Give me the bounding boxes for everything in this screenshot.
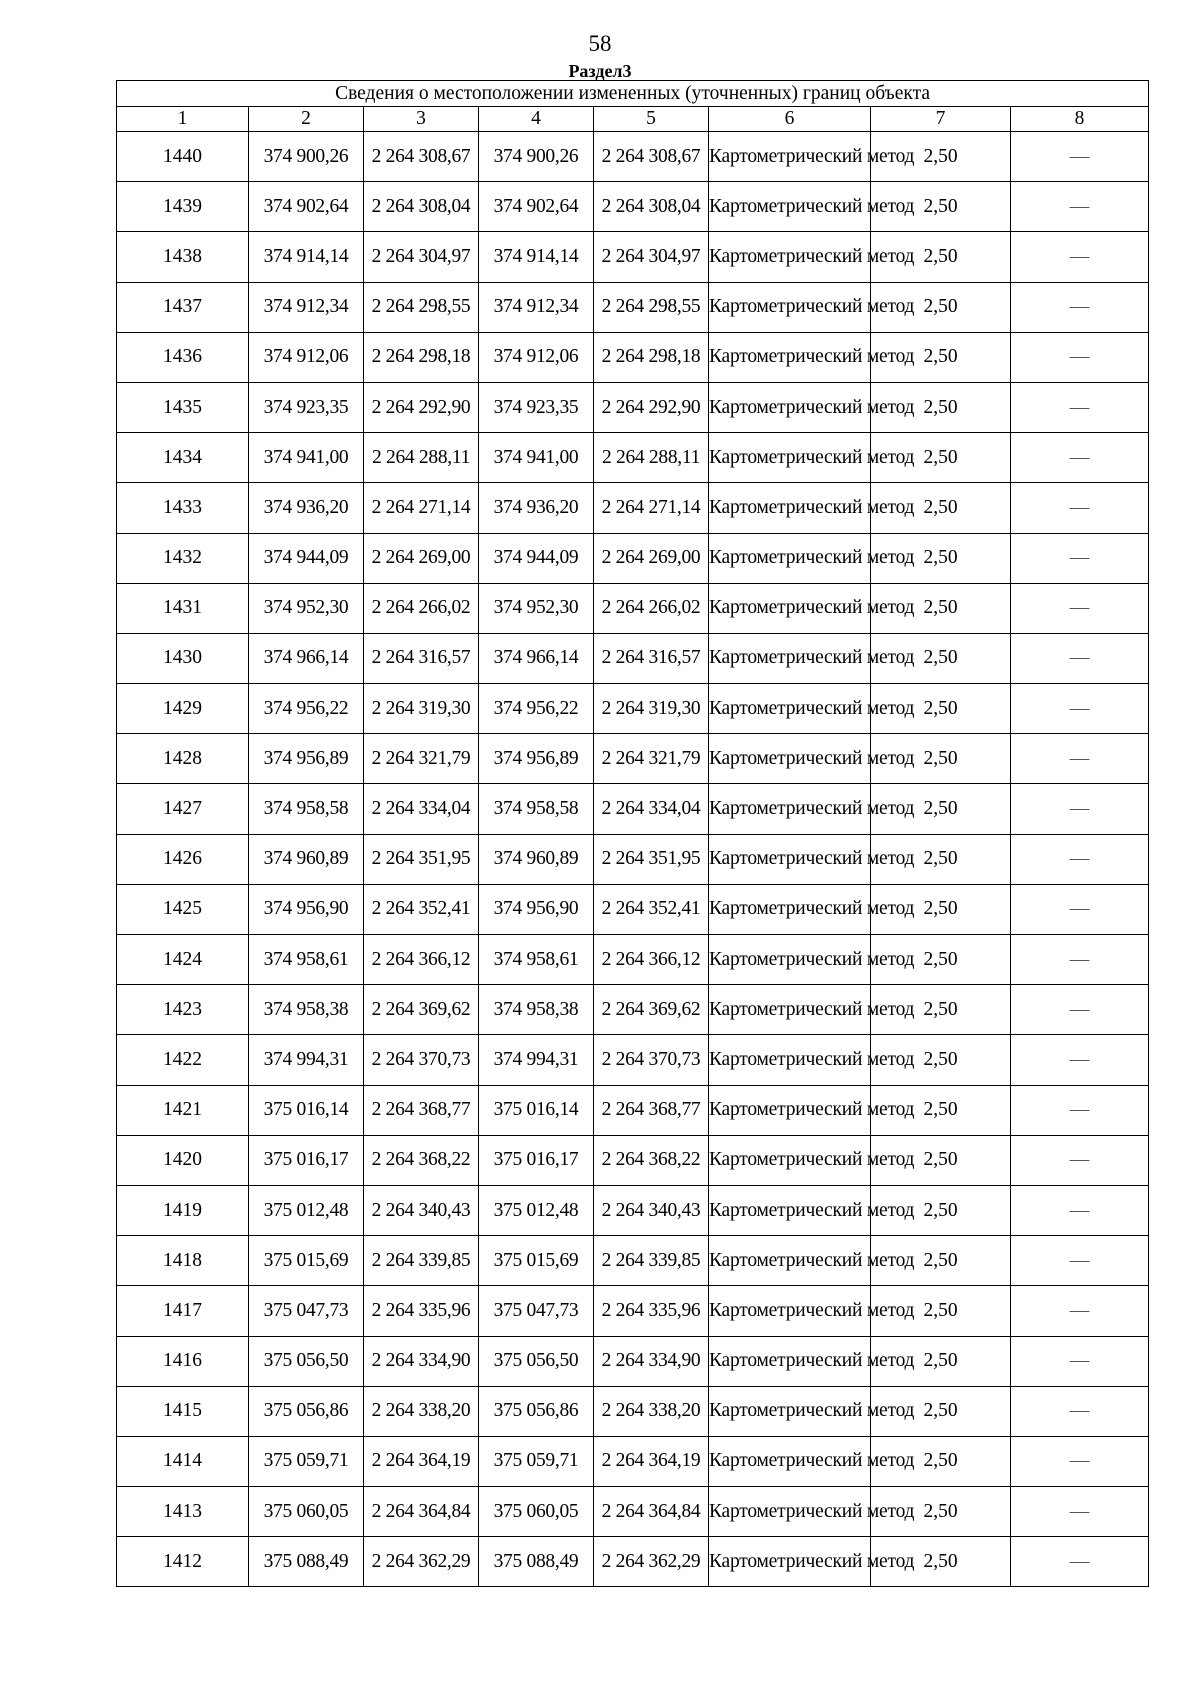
x-refined-cell: 374 960,89: [479, 834, 594, 884]
column-number-row: [117, 107, 1149, 132]
note-cell: —: [1011, 633, 1149, 683]
table-row: [117, 734, 1149, 784]
note-cell: —: [1011, 1386, 1149, 1436]
x-refined-cell: 374 952,30: [479, 583, 594, 633]
note-cell: —: [1011, 182, 1149, 232]
accuracy-cell: 2,50: [871, 1386, 1011, 1436]
note-cell: —: [1011, 282, 1149, 332]
point-number-cell: 1414: [117, 1436, 249, 1486]
method-cell: Картометрический метод: [709, 182, 871, 232]
table-row: [117, 483, 1149, 533]
method-cell: Картометрический метод: [709, 985, 871, 1035]
method-cell: Картометрический метод: [709, 734, 871, 784]
x-refined-cell: 374 958,58: [479, 784, 594, 834]
y-refined-cell: 2 264 338,20: [594, 1386, 709, 1436]
section-title: Раздел3: [568, 61, 632, 81]
point-number-cell: 1434: [117, 433, 249, 483]
method-cell: Картометрический метод: [709, 1236, 871, 1286]
method-cell: Картометрический метод: [709, 884, 871, 934]
accuracy-cell: 2,50: [871, 382, 1011, 432]
y-existing-cell: 2 264 298,18: [364, 332, 479, 382]
point-number-cell: 1423: [117, 985, 249, 1035]
x-existing-cell: 374 944,09: [249, 533, 364, 583]
x-refined-cell: 374 956,22: [479, 684, 594, 734]
y-existing-cell: 2 264 335,96: [364, 1286, 479, 1336]
y-existing-cell: 2 264 364,19: [364, 1436, 479, 1486]
column-number-7: 7: [871, 107, 1011, 132]
y-existing-cell: 2 264 321,79: [364, 734, 479, 784]
column-number-1: 1: [117, 107, 249, 132]
accuracy-cell: 2,50: [871, 935, 1011, 985]
note-cell: —: [1011, 884, 1149, 934]
column-number-4: 4: [479, 107, 594, 132]
method-cell: Картометрический метод: [709, 684, 871, 734]
x-existing-cell: 374 994,31: [249, 1035, 364, 1085]
point-number-cell: 1431: [117, 583, 249, 633]
point-number-cell: 1437: [117, 282, 249, 332]
y-existing-cell: 2 264 351,95: [364, 834, 479, 884]
accuracy-cell: 2,50: [871, 132, 1011, 182]
y-refined-cell: 2 264 308,67: [594, 132, 709, 182]
x-existing-cell: 375 060,05: [249, 1487, 364, 1537]
note-cell: —: [1011, 332, 1149, 382]
table-row: [117, 1085, 1149, 1135]
x-existing-cell: 374 960,89: [249, 834, 364, 884]
point-number-cell: 1424: [117, 935, 249, 985]
boundary-coordinates-table: [116, 80, 1149, 1587]
x-existing-cell: 374 941,00: [249, 433, 364, 483]
x-refined-cell: 374 912,34: [479, 282, 594, 332]
point-number-cell: 1439: [117, 182, 249, 232]
x-existing-cell: 374 958,38: [249, 985, 364, 1035]
x-existing-cell: 374 956,89: [249, 734, 364, 784]
accuracy-cell: 2,50: [871, 533, 1011, 583]
method-cell: Картометрический метод: [709, 633, 871, 683]
note-cell: —: [1011, 1236, 1149, 1286]
y-existing-cell: 2 264 308,67: [364, 132, 479, 182]
table-row: [117, 232, 1149, 282]
method-cell: Картометрический метод: [709, 483, 871, 533]
x-refined-cell: 374 936,20: [479, 483, 594, 533]
accuracy-cell: 2,50: [871, 1135, 1011, 1185]
x-existing-cell: 375 016,17: [249, 1135, 364, 1185]
table-row: [117, 1487, 1149, 1537]
table-row: [117, 1135, 1149, 1185]
x-existing-cell: 375 047,73: [249, 1286, 364, 1336]
method-cell: Картометрический метод: [709, 834, 871, 884]
accuracy-cell: 2,50: [871, 1286, 1011, 1336]
method-cell: Картометрический метод: [709, 1436, 871, 1486]
x-refined-cell: 375 015,69: [479, 1236, 594, 1286]
table-row: [117, 1537, 1149, 1587]
table-body: [117, 132, 1149, 1587]
point-number-cell: 1412: [117, 1537, 249, 1587]
note-cell: —: [1011, 784, 1149, 834]
y-existing-cell: 2 264 352,41: [364, 884, 479, 934]
table-row: [117, 1436, 1149, 1486]
accuracy-cell: 2,50: [871, 633, 1011, 683]
table-title: Сведения о местоположении измененных (уточненных) границ объекта: [117, 81, 1149, 107]
table-row: [117, 1286, 1149, 1336]
note-cell: —: [1011, 935, 1149, 985]
table-row: [117, 834, 1149, 884]
x-refined-cell: 374 956,89: [479, 734, 594, 784]
method-cell: Картометрический метод: [709, 433, 871, 483]
point-number-cell: 1440: [117, 132, 249, 182]
point-number-cell: 1416: [117, 1336, 249, 1386]
y-existing-cell: 2 264 368,77: [364, 1085, 479, 1135]
accuracy-cell: 2,50: [871, 1085, 1011, 1135]
x-existing-cell: 374 956,22: [249, 684, 364, 734]
accuracy-cell: 2,50: [871, 1035, 1011, 1085]
method-cell: Картометрический метод: [709, 1085, 871, 1135]
y-existing-cell: 2 264 266,02: [364, 583, 479, 633]
accuracy-cell: 2,50: [871, 483, 1011, 533]
point-number-cell: 1422: [117, 1035, 249, 1085]
x-refined-cell: 375 059,71: [479, 1436, 594, 1486]
method-cell: Картометрический метод: [709, 1386, 871, 1436]
point-number-cell: 1419: [117, 1185, 249, 1235]
y-refined-cell: 2 264 340,43: [594, 1185, 709, 1235]
x-existing-cell: 374 912,34: [249, 282, 364, 332]
y-refined-cell: 2 264 298,18: [594, 332, 709, 382]
table-row: [117, 684, 1149, 734]
note-cell: —: [1011, 132, 1149, 182]
y-refined-cell: 2 264 308,04: [594, 182, 709, 232]
y-refined-cell: 2 264 321,79: [594, 734, 709, 784]
method-cell: Картометрический метод: [709, 232, 871, 282]
method-cell: Картометрический метод: [709, 332, 871, 382]
point-number-cell: 1430: [117, 633, 249, 683]
y-refined-cell: 2 264 352,41: [594, 884, 709, 934]
y-refined-cell: 2 264 351,95: [594, 834, 709, 884]
y-existing-cell: 2 264 292,90: [364, 382, 479, 432]
x-existing-cell: 374 958,58: [249, 784, 364, 834]
method-cell: Картометрический метод: [709, 1537, 871, 1587]
y-refined-cell: 2 264 339,85: [594, 1236, 709, 1286]
y-existing-cell: 2 264 316,57: [364, 633, 479, 683]
method-cell: Картометрический метод: [709, 1035, 871, 1085]
accuracy-cell: 2,50: [871, 332, 1011, 382]
y-existing-cell: 2 264 370,73: [364, 1035, 479, 1085]
x-existing-cell: 375 012,48: [249, 1185, 364, 1235]
x-existing-cell: 375 056,50: [249, 1336, 364, 1386]
y-existing-cell: 2 264 269,00: [364, 533, 479, 583]
x-refined-cell: 375 047,73: [479, 1286, 594, 1336]
method-cell: Картометрический метод: [709, 1336, 871, 1386]
table-row: [117, 784, 1149, 834]
table-row: [117, 332, 1149, 382]
accuracy-cell: 2,50: [871, 834, 1011, 884]
page-number: 58: [588, 31, 612, 56]
x-existing-cell: 375 056,86: [249, 1386, 364, 1436]
x-existing-cell: 374 912,06: [249, 332, 364, 382]
y-refined-cell: 2 264 368,77: [594, 1085, 709, 1135]
point-number-cell: 1420: [117, 1135, 249, 1185]
point-number-cell: 1413: [117, 1487, 249, 1537]
point-number-cell: 1421: [117, 1085, 249, 1135]
point-number-cell: 1427: [117, 784, 249, 834]
method-cell: Картометрический метод: [709, 784, 871, 834]
accuracy-cell: 2,50: [871, 1436, 1011, 1486]
method-cell: Картометрический метод: [709, 382, 871, 432]
y-refined-cell: 2 264 368,22: [594, 1135, 709, 1185]
x-existing-cell: 374 923,35: [249, 382, 364, 432]
y-refined-cell: 2 264 319,30: [594, 684, 709, 734]
point-number-cell: 1415: [117, 1386, 249, 1436]
point-number-cell: 1436: [117, 332, 249, 382]
x-refined-cell: 374 956,90: [479, 884, 594, 934]
x-existing-cell: 375 016,14: [249, 1085, 364, 1135]
table-row: [117, 132, 1149, 182]
table-row: [117, 633, 1149, 683]
x-existing-cell: 374 966,14: [249, 633, 364, 683]
note-cell: —: [1011, 1185, 1149, 1235]
method-cell: Картометрический метод: [709, 935, 871, 985]
y-refined-cell: 2 264 369,62: [594, 985, 709, 1035]
y-existing-cell: 2 264 298,55: [364, 282, 479, 332]
y-refined-cell: 2 264 334,04: [594, 784, 709, 834]
x-refined-cell: 375 016,17: [479, 1135, 594, 1185]
table-row: [117, 282, 1149, 332]
accuracy-cell: 2,50: [871, 1487, 1011, 1537]
table-row: [117, 985, 1149, 1035]
accuracy-cell: 2,50: [871, 684, 1011, 734]
y-existing-cell: 2 264 304,97: [364, 232, 479, 282]
note-cell: —: [1011, 834, 1149, 884]
y-existing-cell: 2 264 334,90: [364, 1336, 479, 1386]
x-refined-cell: 375 056,50: [479, 1336, 594, 1386]
point-number-cell: 1417: [117, 1286, 249, 1336]
point-number-cell: 1428: [117, 734, 249, 784]
table-row: [117, 533, 1149, 583]
column-number-5: 5: [594, 107, 709, 132]
note-cell: —: [1011, 1135, 1149, 1185]
y-refined-cell: 2 264 364,19: [594, 1436, 709, 1486]
accuracy-cell: 2,50: [871, 182, 1011, 232]
accuracy-cell: 2,50: [871, 985, 1011, 1035]
accuracy-cell: 2,50: [871, 282, 1011, 332]
table-row: [117, 1336, 1149, 1386]
note-cell: —: [1011, 1487, 1149, 1537]
x-existing-cell: 374 958,61: [249, 935, 364, 985]
y-existing-cell: 2 264 368,22: [364, 1135, 479, 1185]
column-number-8: 8: [1011, 107, 1149, 132]
y-refined-cell: 2 264 366,12: [594, 935, 709, 985]
y-refined-cell: 2 264 304,97: [594, 232, 709, 282]
x-refined-cell: 374 994,31: [479, 1035, 594, 1085]
point-number-cell: 1426: [117, 834, 249, 884]
accuracy-cell: 2,50: [871, 784, 1011, 834]
table-row: [117, 182, 1149, 232]
x-existing-cell: 375 059,71: [249, 1436, 364, 1486]
y-existing-cell: 2 264 308,04: [364, 182, 479, 232]
x-refined-cell: 375 088,49: [479, 1537, 594, 1587]
accuracy-cell: 2,50: [871, 232, 1011, 282]
x-existing-cell: 375 015,69: [249, 1236, 364, 1286]
x-refined-cell: 374 958,61: [479, 935, 594, 985]
y-existing-cell: 2 264 271,14: [364, 483, 479, 533]
y-refined-cell: 2 264 298,55: [594, 282, 709, 332]
point-number-cell: 1429: [117, 684, 249, 734]
method-cell: Картометрический метод: [709, 533, 871, 583]
y-existing-cell: 2 264 338,20: [364, 1386, 479, 1436]
note-cell: —: [1011, 985, 1149, 1035]
note-cell: —: [1011, 684, 1149, 734]
table-row: [117, 583, 1149, 633]
accuracy-cell: 2,50: [871, 583, 1011, 633]
x-refined-cell: 375 060,05: [479, 1487, 594, 1537]
y-refined-cell: 2 264 334,90: [594, 1336, 709, 1386]
x-refined-cell: 374 900,26: [479, 132, 594, 182]
x-existing-cell: 375 088,49: [249, 1537, 364, 1587]
x-existing-cell: 374 936,20: [249, 483, 364, 533]
x-refined-cell: 375 012,48: [479, 1185, 594, 1235]
note-cell: —: [1011, 1436, 1149, 1486]
point-number-cell: 1432: [117, 533, 249, 583]
y-refined-cell: 2 264 364,84: [594, 1487, 709, 1537]
table-row: [117, 1035, 1149, 1085]
note-cell: —: [1011, 533, 1149, 583]
method-cell: Картометрический метод: [709, 1135, 871, 1185]
accuracy-cell: 2,50: [871, 1185, 1011, 1235]
x-refined-cell: 374 923,35: [479, 382, 594, 432]
table-row: [117, 1236, 1149, 1286]
method-cell: Картометрический метод: [709, 1487, 871, 1537]
x-existing-cell: 374 902,64: [249, 182, 364, 232]
method-cell: Картометрический метод: [709, 583, 871, 633]
table-row: [117, 382, 1149, 432]
x-refined-cell: 374 912,06: [479, 332, 594, 382]
y-existing-cell: 2 264 334,04: [364, 784, 479, 834]
x-refined-cell: 374 941,00: [479, 433, 594, 483]
x-refined-cell: 374 944,09: [479, 533, 594, 583]
x-refined-cell: 375 016,14: [479, 1085, 594, 1135]
y-existing-cell: 2 264 340,43: [364, 1185, 479, 1235]
column-number-6: 6: [709, 107, 871, 132]
x-refined-cell: 374 966,14: [479, 633, 594, 683]
x-refined-cell: 374 914,14: [479, 232, 594, 282]
y-refined-cell: 2 264 271,14: [594, 483, 709, 533]
accuracy-cell: 2,50: [871, 1336, 1011, 1386]
note-cell: —: [1011, 583, 1149, 633]
point-number-cell: 1438: [117, 232, 249, 282]
note-cell: —: [1011, 1035, 1149, 1085]
y-refined-cell: 2 264 362,29: [594, 1537, 709, 1587]
x-existing-cell: 374 952,30: [249, 583, 364, 633]
accuracy-cell: 2,50: [871, 1236, 1011, 1286]
table-row: [117, 935, 1149, 985]
y-refined-cell: 2 264 266,02: [594, 583, 709, 633]
x-refined-cell: 374 958,38: [479, 985, 594, 1035]
point-number-cell: 1435: [117, 382, 249, 432]
x-existing-cell: 374 914,14: [249, 232, 364, 282]
method-cell: Картометрический метод: [709, 1185, 871, 1235]
y-refined-cell: 2 264 292,90: [594, 382, 709, 432]
table-row: [117, 1185, 1149, 1235]
column-number-3: 3: [364, 107, 479, 132]
y-existing-cell: 2 264 319,30: [364, 684, 479, 734]
accuracy-cell: 2,50: [871, 884, 1011, 934]
method-cell: Картометрический метод: [709, 132, 871, 182]
accuracy-cell: 2,50: [871, 734, 1011, 784]
point-number-cell: 1425: [117, 884, 249, 934]
table-row: [117, 884, 1149, 934]
point-number-cell: 1433: [117, 483, 249, 533]
x-refined-cell: 375 056,86: [479, 1386, 594, 1436]
note-cell: —: [1011, 1336, 1149, 1386]
note-cell: —: [1011, 483, 1149, 533]
table-row: [117, 433, 1149, 483]
y-existing-cell: 2 264 339,85: [364, 1236, 479, 1286]
y-refined-cell: 2 264 288,11: [594, 433, 709, 483]
accuracy-cell: 2,50: [871, 1537, 1011, 1587]
note-cell: —: [1011, 232, 1149, 282]
note-cell: —: [1011, 734, 1149, 784]
x-existing-cell: 374 900,26: [249, 132, 364, 182]
column-number-2: 2: [249, 107, 364, 132]
y-existing-cell: 2 264 366,12: [364, 935, 479, 985]
point-number-cell: 1418: [117, 1236, 249, 1286]
y-refined-cell: 2 264 370,73: [594, 1035, 709, 1085]
y-refined-cell: 2 264 335,96: [594, 1286, 709, 1336]
note-cell: —: [1011, 1085, 1149, 1135]
note-cell: —: [1011, 1537, 1149, 1587]
y-existing-cell: 2 264 362,29: [364, 1537, 479, 1587]
accuracy-cell: 2,50: [871, 433, 1011, 483]
y-refined-cell: 2 264 269,00: [594, 533, 709, 583]
note-cell: —: [1011, 433, 1149, 483]
x-existing-cell: 374 956,90: [249, 884, 364, 934]
method-cell: Картометрический метод: [709, 282, 871, 332]
y-existing-cell: 2 264 369,62: [364, 985, 479, 1035]
y-existing-cell: 2 264 288,11: [364, 433, 479, 483]
y-existing-cell: 2 264 364,84: [364, 1487, 479, 1537]
note-cell: —: [1011, 1286, 1149, 1336]
table-row: [117, 1386, 1149, 1436]
y-refined-cell: 2 264 316,57: [594, 633, 709, 683]
method-cell: Картометрический метод: [709, 1286, 871, 1336]
note-cell: —: [1011, 382, 1149, 432]
x-refined-cell: 374 902,64: [479, 182, 594, 232]
